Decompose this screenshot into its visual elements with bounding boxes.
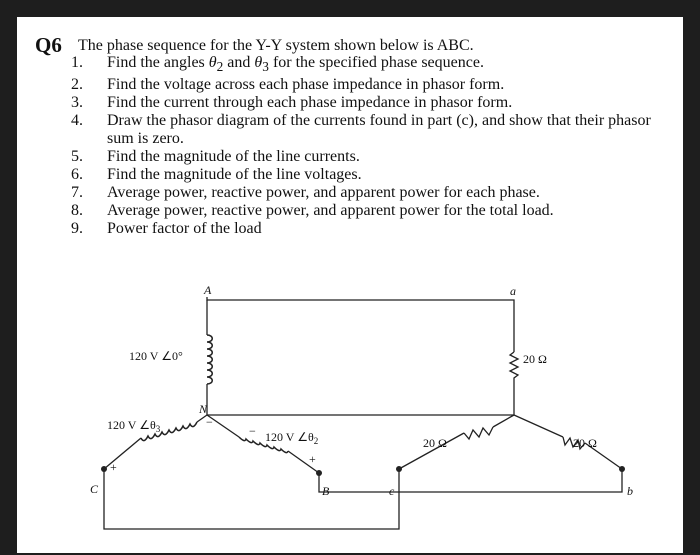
node-dot-B (316, 470, 322, 476)
node-c-label: c (389, 484, 395, 498)
source-b-minus: − (249, 424, 256, 438)
component-labels (107, 349, 597, 474)
node-labels (90, 283, 633, 498)
list-item: 5. Find the magnitude of the line currents. (71, 148, 360, 166)
list-item: 4. Draw the phasor diagram of the currents found in part (c), and show that their phasor sum is zero. (71, 112, 651, 148)
circuit-diagram (17, 17, 683, 553)
node-N-label: N (199, 402, 208, 416)
source-c-minus: − (206, 415, 213, 429)
list-item: 1. Find the angles $\theta_2$ and $\theta_3$ for the specified phase sequence. (71, 54, 484, 75)
load-b-label: 20 Ω (573, 436, 597, 450)
node-b-label: b (627, 484, 633, 498)
circuit-wires (104, 297, 622, 529)
list-item: 7. Average power, reactive power, and apparent power for each phase. (71, 184, 540, 202)
circuit-nodes (101, 466, 625, 476)
list-item: 2. Find the voltage across each phase impedance in phasor form. (71, 76, 505, 94)
node-A-label: A (204, 283, 212, 297)
node-dot-b (619, 466, 625, 472)
source-b-plus: + (309, 452, 316, 466)
node-C-label: C (90, 482, 99, 496)
question-intro: The phase sequence for the Y-Y system shown below is ABC. (78, 37, 474, 54)
document-page (17, 17, 683, 553)
question-number: Q6 (35, 33, 62, 57)
list-item: 9. Power factor of the load (71, 220, 262, 238)
source-a-label: 120 V ∠0° (129, 349, 183, 363)
source-b-label: 120 V $\angle\theta_2$ (265, 430, 319, 446)
node-a-label: a (510, 284, 516, 298)
list-item: 8. Average power, reactive power, and apparent power for the total load. (71, 202, 554, 220)
node-dot-C (101, 466, 107, 472)
source-c-label: 120 V $\angle\theta_3$ (107, 418, 161, 434)
list-item: 3. Find the current through each phase impedance in phasor form. (71, 94, 513, 112)
node-dot-c (396, 466, 402, 472)
node-B-label: B (322, 484, 330, 498)
load-a-label: 20 Ω (523, 352, 547, 366)
list-item: 6. Find the magnitude of the line voltages. (71, 166, 362, 184)
source-c-plus: + (110, 460, 117, 474)
load-c-label: 20 Ω (423, 436, 447, 450)
